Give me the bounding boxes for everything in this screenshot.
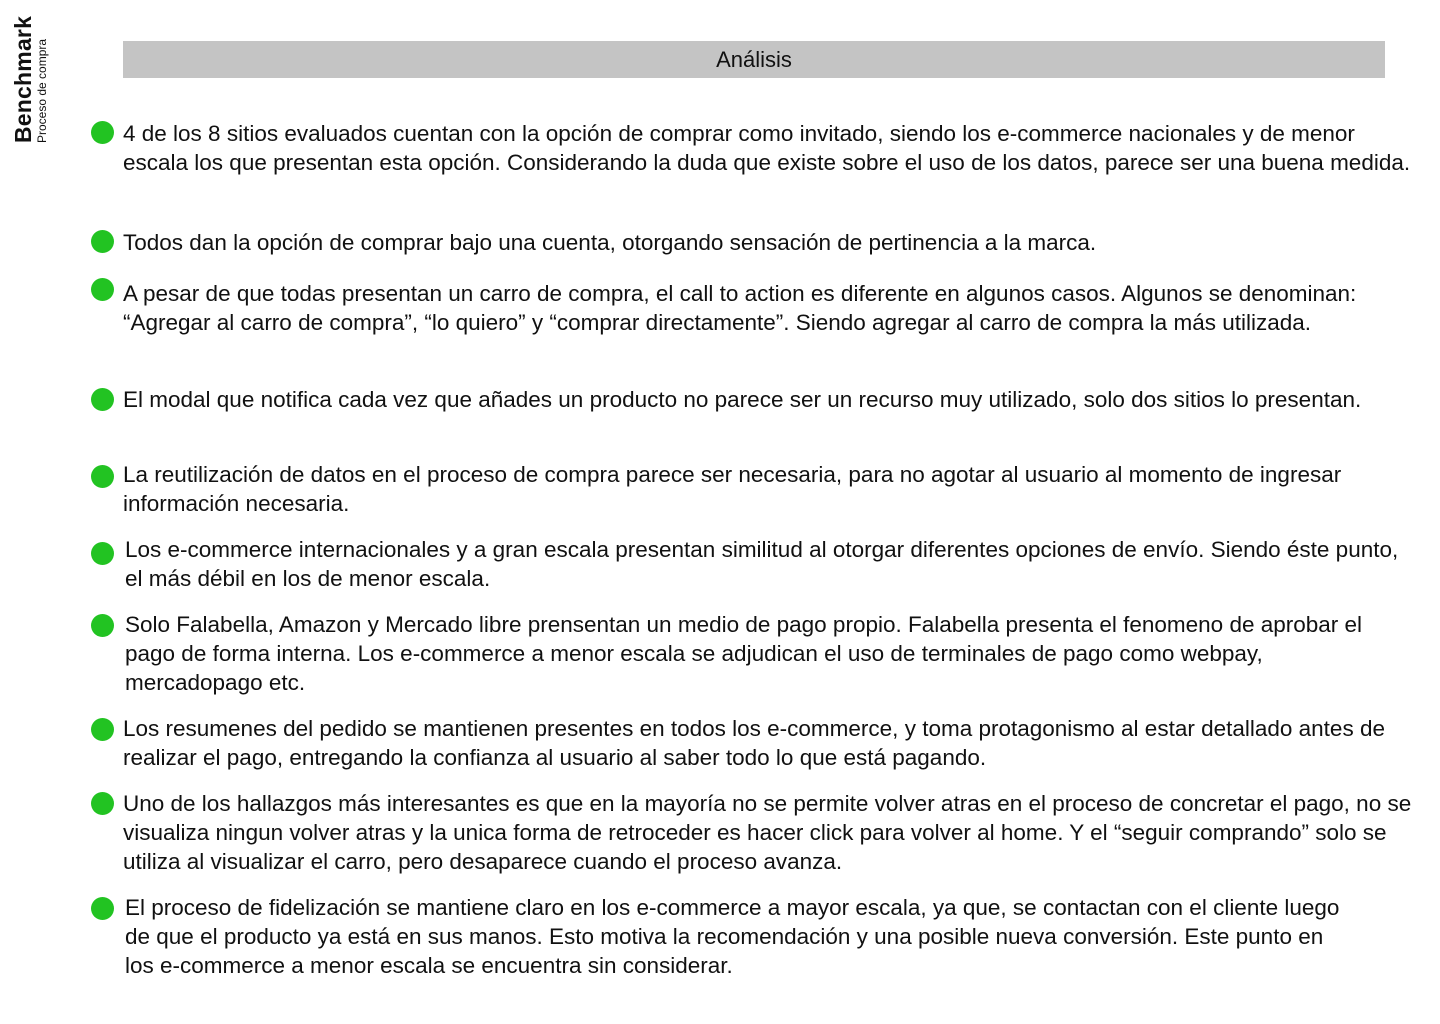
green-bullet-icon [91, 278, 114, 301]
green-bullet-icon [91, 388, 114, 411]
list-item-text: Los e-commerce internacionales y a gran escala presentan similitud al otorgar diferentes opciones de envío. Siendo éste punto, el más débil en los de menor escala. [125, 537, 1399, 591]
green-bullet-icon [91, 230, 114, 253]
green-bullet-icon [91, 121, 114, 144]
list-item-text: A pesar de que todas presentan un carro de compra, el call to action es diferente en algunos casos. Algunos se denominan: “Agregar al carro de compra”, “lo quiero” y “comprar directamente”. Siendo agregar al carro de compra la más utilizada. [123, 281, 1357, 335]
section-header-bar [123, 41, 1385, 78]
list-item-text: El modal que notifica cada vez que añades un producto no parece ser un recurso muy utilizado, solo dos sitios lo presentan. [123, 387, 1362, 412]
green-bullet-icon [91, 792, 114, 815]
list-item-text: 4 de los 8 sitios evaluados cuentan con la opción de comprar como invitado, siendo los e-commerce nacionales y de menor escala los que presentan esta opción. Considerando la duda que existe sobre el uso de los datos, parece ser una buena medida. [123, 121, 1411, 175]
green-bullet-icon [91, 542, 114, 565]
sidebar-title: Benchmark [10, 15, 36, 143]
list-item-text: La reutilización de datos en el proceso de compra parece ser necesaria, para no agotar al usuario al momento de ingresar información necesaria. [123, 462, 1342, 516]
green-bullet-icon [91, 897, 114, 920]
list-item-text: Los resumenes del pedido se mantienen presentes en todos los e-commerce, y toma protagonismo al estar detallado antes de realizar el pago, entregando la confianza al usuario al saber todo lo que está pagando. [123, 716, 1385, 770]
sidebar-label [12, 16, 48, 143]
green-bullet-icon [91, 465, 114, 488]
sidebar-subtitle: Proceso de compra [35, 38, 49, 143]
section-title: Análisis [716, 46, 792, 72]
list-item-text: El proceso de fidelización se mantiene claro en los e-commerce a mayor escala, ya que, se contactan con el cliente luego de que el producto ya está en sus manos. Esto motiva la recomendación y una posible nueva conversión. Este punto en los e-commerce a menor escala se encuentra sin considerar. [125, 895, 1340, 978]
green-bullet-icon [91, 614, 114, 637]
list-item-text: Solo Falabella, Amazon y Mercado libre prensentan un medio de pago propio. Falabella presenta el fenomeno de aprobar el pago de forma interna. Los e-commerce a menor escala se adjudican el uso de terminales de pago como webpay, mercadopago etc. [125, 612, 1363, 695]
list-item-text: Uno de los hallazgos más interesantes es que en la mayoría no se permite volver atras en el proceso de concretar el pago, no se visualiza ningun volver atras y la unica forma de retroceder es hacer click para volver al home. Y el “seguir comprando” solo se utiliza al visualizar el carro, pero desaparece cuando el proceso avanza. [123, 791, 1412, 874]
list-item-text: Todos dan la opción de comprar bajo una cuenta, otorgando sensación de pertinencia a la marca. [123, 230, 1097, 255]
green-bullet-icon [91, 718, 114, 741]
